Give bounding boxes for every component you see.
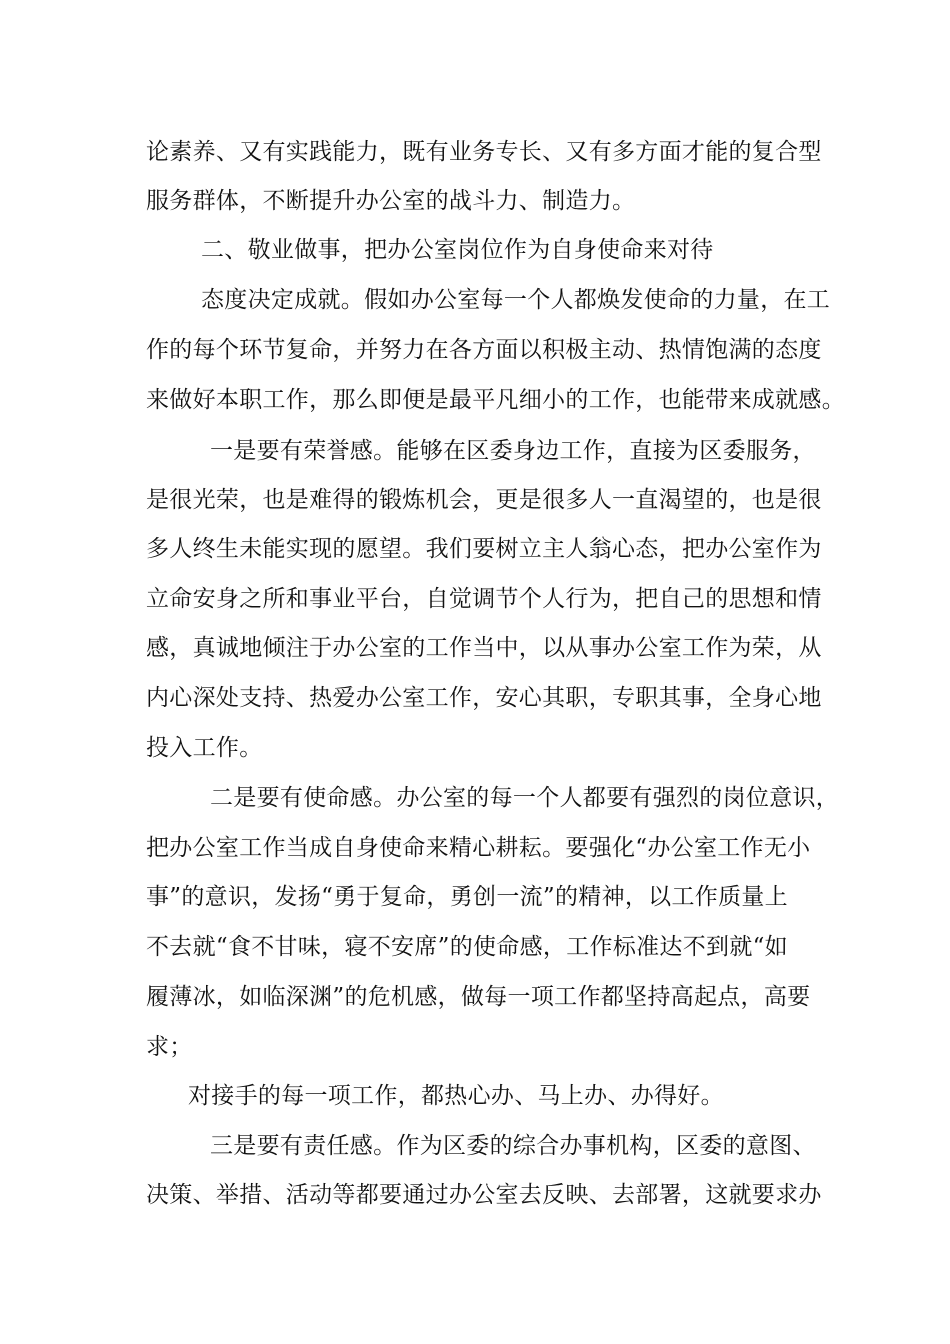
text-line: 三是要有责任感。作为区委的综合办事机构，区委的意图、 bbox=[210, 1133, 816, 1159]
text-line: 二是要有使命感。办公室的每一个人都要有强烈的岗位意识， bbox=[210, 785, 840, 811]
text-line: 求； bbox=[146, 1034, 193, 1060]
text-line: 感，真诚地倾注于办公室的工作当中，以从事办公室工作为荣，从 bbox=[146, 635, 822, 661]
text-line: 论素养、又有实践能力，既有业务专长、又有多方面才能的复合型 bbox=[146, 139, 822, 165]
text-line: 立命安身之所和事业平台，自觉调节个人行为，把自己的思想和情 bbox=[146, 586, 822, 612]
section-heading: 二、敬业做事，把办公室岗位作为自身使命来对待 bbox=[201, 237, 714, 263]
text-line: 作的每个环节复命，并努力在各方面以积极主动、热情饱满的态度 bbox=[146, 337, 822, 363]
text-line: 一是要有荣誉感。能够在区委身边工作，直接为区委服务， bbox=[210, 438, 816, 464]
text-line: 多人终生未能实现的愿望。我们要树立主人翁心态，把办公室作为 bbox=[146, 536, 822, 562]
text-line: 内心深处支持、热爱办公室工作，安心其职，专职其事，全身心地 bbox=[146, 685, 822, 711]
text-line: 对接手的每一项工作，都热心办、马上办、办得好。 bbox=[188, 1083, 724, 1109]
text-line: 决策、举措、活动等都要通过办公室去反映、去部署，这就要求办 bbox=[146, 1182, 822, 1208]
text-line: 把办公室工作当成自身使命来精心耕耘。要强化“办公室工作无小 bbox=[146, 835, 811, 861]
text-line: 事”的意识，发扬“勇于复命，勇创一流”的精神，以工作质量上 bbox=[146, 884, 788, 910]
text-line: 服务群体，不断提升办公室的战斗力、制造力。 bbox=[146, 188, 636, 214]
text-line: 是很光荣，也是难得的锻炼机会，更是很多人一直渴望的，也是很 bbox=[146, 487, 822, 513]
text-line: 履薄冰，如临深渊”的危机感，做每一项工作都坚持高起点，高要 bbox=[146, 984, 811, 1010]
text-line: 来做好本职工作，那么即便是最平凡细小的工作，也能带来成就感。 bbox=[146, 387, 845, 413]
text-line: 投入工作。 bbox=[146, 735, 263, 761]
text-line: 态度决定成就。假如办公室每一个人都焕发使命的力量，在工 bbox=[201, 287, 831, 313]
text-line: 不去就“食不甘味，寝不安席”的使命感，工作标准达不到就“如 bbox=[146, 934, 788, 960]
